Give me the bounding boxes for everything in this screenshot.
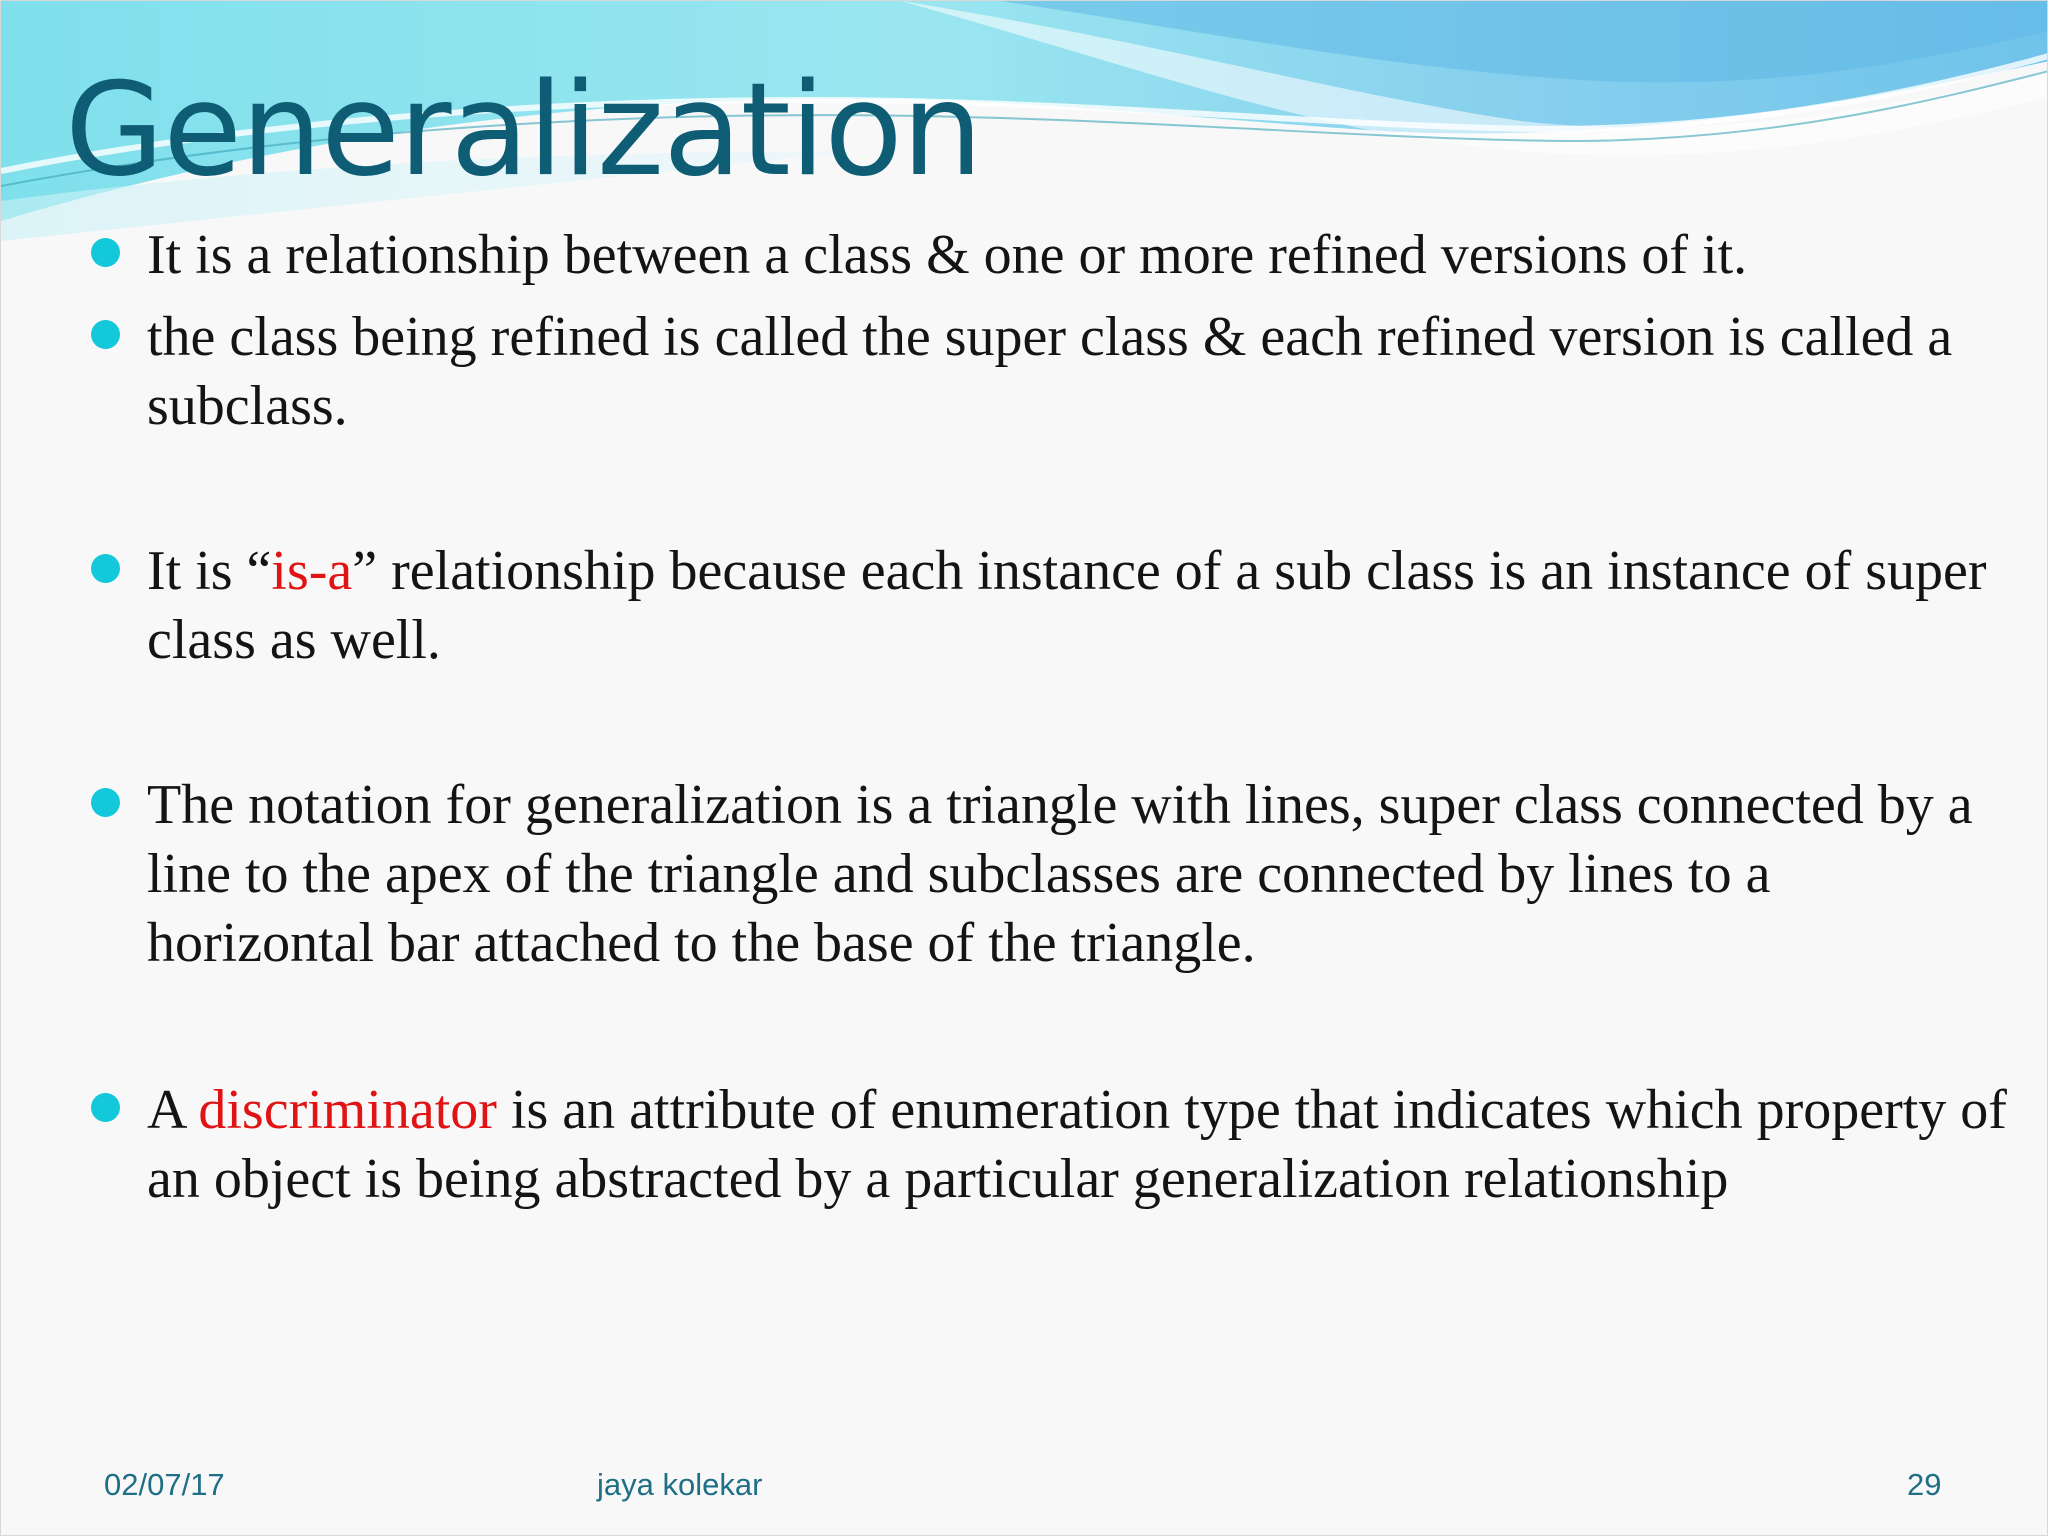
bullet-text: the class being refined is called the super class & each refined version is called a subclass. bbox=[147, 306, 1953, 437]
footer-author: jaya kolekar bbox=[597, 1467, 763, 1502]
bullet-item bbox=[87, 221, 2007, 290]
highlighted-term: is-a bbox=[271, 540, 353, 602]
bullet-icon bbox=[91, 1093, 120, 1122]
bullet-icon bbox=[91, 238, 120, 267]
bullet-text-after: is an attribute of enumeration type that indicates which property of an object is being abstracted by a particular generalization relationship bbox=[147, 1079, 2007, 1210]
bullet-item bbox=[87, 537, 2007, 675]
highlighted-term: discriminator bbox=[198, 1079, 497, 1141]
bullet-text: The notation for generalization is a triangle with lines, super class connected by a line to the apex of the triangle and subclasses are connected by lines to a horizontal bar attached to the base of the triangle. bbox=[147, 774, 1973, 974]
slide-title: Generalization bbox=[65, 56, 982, 205]
bullet-icon bbox=[91, 788, 120, 817]
footer-date: 02/07/17 bbox=[104, 1467, 225, 1502]
bullet-icon bbox=[91, 320, 120, 349]
bullet-item bbox=[87, 303, 2007, 441]
bullet-text-after: ” relationship because each instance of a sub class is an instance of super class as well. bbox=[147, 540, 1987, 671]
bullet-text-before: It is “ bbox=[147, 540, 272, 602]
bullet-item bbox=[87, 1076, 2007, 1214]
bullet-icon bbox=[91, 554, 120, 583]
bullet-text: It is a relationship between a class & one or more refined versions of it. bbox=[147, 224, 1748, 286]
bullet-list bbox=[87, 221, 2007, 1214]
bullet-text-before: A bbox=[147, 1079, 199, 1141]
footer-page-number: 29 bbox=[1907, 1467, 1942, 1502]
bullet-item bbox=[87, 771, 2007, 978]
